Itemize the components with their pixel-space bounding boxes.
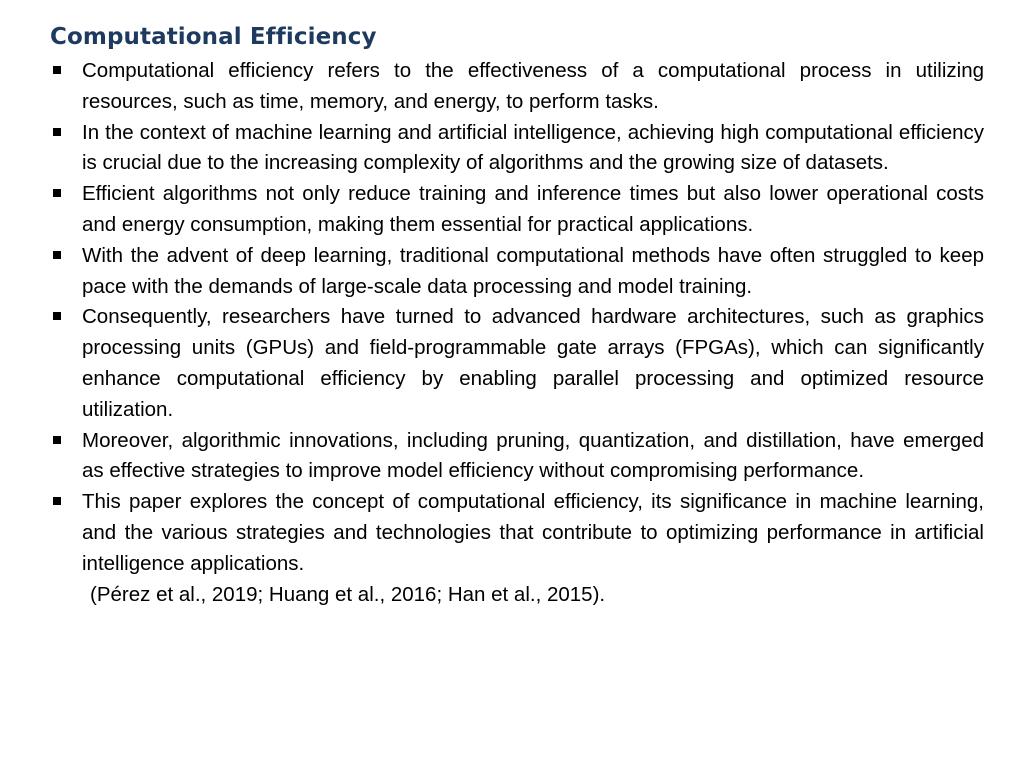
square-bullet-icon: [53, 189, 61, 197]
square-bullet-icon: [53, 312, 61, 320]
square-bullet-icon: [53, 251, 61, 259]
slide-title: Computational Efficiency: [50, 24, 377, 50]
citation: (Pérez et al., 2019; Huang et al., 2016; Han et al., 2015).: [90, 582, 606, 606]
bullet-item: [50, 426, 984, 488]
bullet-item: [50, 241, 984, 303]
square-bullet-icon: [53, 128, 61, 136]
square-bullet-icon: [53, 497, 61, 505]
bullet-item: [50, 56, 984, 118]
bullet-list: [50, 56, 984, 580]
square-bullet-icon: [53, 436, 61, 444]
bullet-text: Computational efficiency refers to the effectiveness of a computational process in utilizing resources, such as time, memory, and energy, to perform tasks.: [82, 59, 984, 113]
bullet-text: Efficient algorithms not only reduce training and inference times but also lower operational costs and energy consumption, making them essential for practical applications.: [82, 182, 984, 236]
bullet-text: Consequently, researchers have turned to advanced hardware architectures, such as graphics processing units (GPUs) and field-programmable gate arrays (FPGAs), which can significantly enhance computational efficiency by enabling parallel processing and optimized resource utilization.: [82, 305, 984, 421]
square-bullet-icon: [53, 66, 61, 74]
bullet-item: [50, 118, 984, 180]
bullet-item: [50, 302, 984, 425]
bullet-item: [50, 487, 984, 579]
bullet-text: Moreover, algorithmic innovations, including pruning, quantization, and distillation, have emerged as effective strategies to improve model efficiency without compromising performance.: [82, 428, 984, 483]
bullet-text: In the context of machine learning and artificial intelligence, achieving high computational efficiency is crucial due to the increasing complexity of algorithms and the growing size of datasets.: [82, 120, 984, 175]
bullet-text: This paper explores the concept of computational efficiency, its significance in machine learning, and the various strategies and technologies that contribute to optimizing performance in artificial intelligence applications.: [82, 490, 984, 575]
bullet-item: [50, 179, 984, 241]
bullet-text: With the advent of deep learning, traditional computational methods have often struggled to keep pace with the demands of large-scale data processing and model training.: [82, 243, 984, 298]
